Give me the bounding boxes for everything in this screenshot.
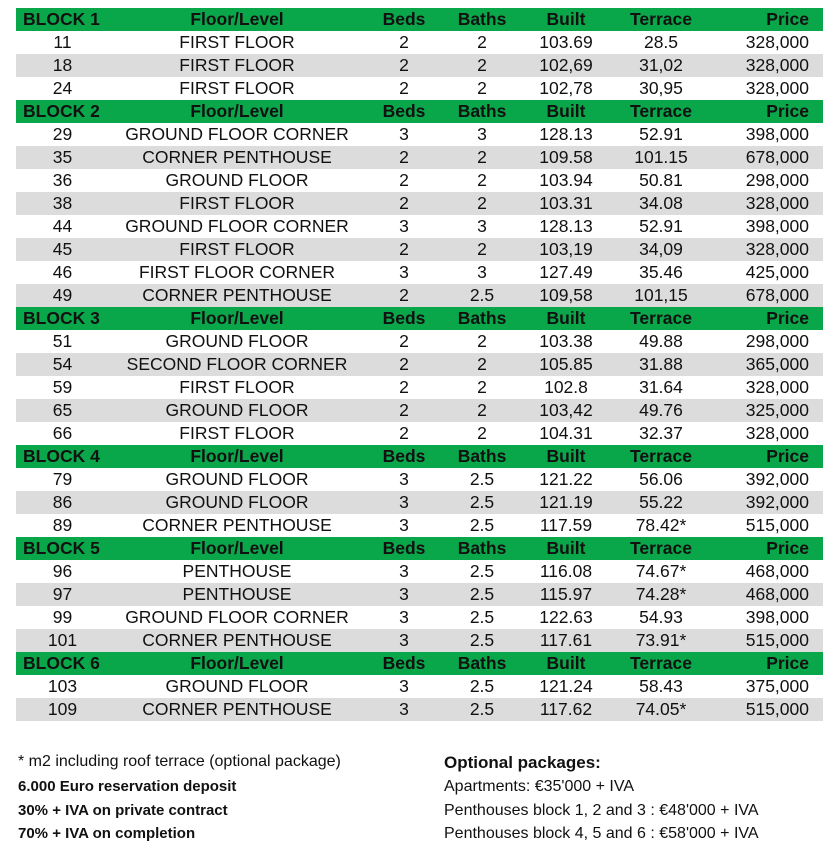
built-area-cell: 128.13 [539, 124, 593, 144]
price-cell: 325,000 [711, 399, 823, 422]
built-area-cell: 109,58 [521, 284, 611, 307]
table-row [16, 560, 823, 583]
beds-header: Beds [365, 100, 443, 123]
built-header: Built [521, 100, 611, 123]
table-row [16, 491, 823, 514]
terrace-area-cell: 49.76 [611, 399, 711, 422]
built-header: Built [521, 8, 611, 31]
floor-level-cell: CORNER PENTHOUSE [109, 284, 365, 307]
baths-cell: 3 [477, 124, 487, 144]
beds-header: Beds [365, 537, 443, 560]
floor-level-cell: FIRST FLOOR [179, 78, 295, 98]
table-row [16, 353, 823, 376]
baths-cell: 2.5 [443, 284, 521, 307]
completion-note: 70% + IVA on completion [18, 825, 196, 842]
unit-number-cell: 89 [52, 515, 73, 535]
beds-cell: 2 [399, 423, 409, 443]
unit-number-cell: 79 [52, 469, 73, 489]
baths-cell: 2.5 [469, 607, 495, 627]
price-cell: 328,000 [745, 423, 809, 443]
price-header: Price [711, 445, 823, 468]
floor-level-cell: FIRST FLOOR [179, 423, 295, 443]
floor-level-cell: GROUND FLOOR CORNER [125, 607, 349, 627]
baths-header: Baths [443, 445, 521, 468]
beds-cell: 3 [365, 698, 443, 721]
built-area-cell: 103.38 [539, 331, 593, 351]
baths-cell: 2.5 [443, 583, 521, 606]
built-area-cell: 105.85 [521, 353, 611, 376]
terrace-area-cell: 56.06 [639, 469, 683, 489]
unit-number-cell: 36 [52, 170, 73, 190]
baths-cell: 2.5 [443, 491, 521, 514]
built-area-cell: 117.59 [539, 515, 593, 535]
table-row [16, 330, 823, 353]
built-area-cell: 116.08 [539, 561, 593, 581]
block-header-row [16, 445, 823, 468]
table-row [16, 192, 823, 215]
beds-cell: 3 [399, 515, 409, 535]
price-cell: 365,000 [711, 353, 823, 376]
block-label: BLOCK 5 [16, 537, 109, 560]
baths-cell: 2.5 [443, 698, 521, 721]
price-cell: 515,000 [711, 629, 823, 652]
terrace-area-cell: 32.37 [639, 423, 683, 443]
beds-header: Beds [365, 445, 443, 468]
table-row [16, 675, 823, 698]
block-header-row [16, 8, 823, 31]
price-cell: 468,000 [745, 561, 809, 581]
table-row [16, 376, 823, 399]
price-cell: 678,000 [711, 284, 823, 307]
table-row [16, 54, 823, 77]
beds-header: Beds [365, 8, 443, 31]
package-penthouses-block-1-3: Penthouses block 1, 2 and 3 : €48'000 + IVA [444, 802, 759, 819]
price-cell: 515,000 [711, 698, 823, 721]
unit-number-cell: 18 [16, 54, 109, 77]
beds-cell: 3 [365, 629, 443, 652]
baths-cell: 2 [477, 377, 487, 397]
terrace-area-cell: 52.91 [639, 216, 683, 236]
price-cell: 328,000 [745, 377, 809, 397]
table-row [16, 698, 823, 721]
beds-cell: 2 [365, 146, 443, 169]
unit-number-cell: 51 [52, 331, 73, 351]
terrace-area-cell: 101,15 [611, 284, 711, 307]
price-cell: 392,000 [711, 491, 823, 514]
unit-number-cell: 44 [52, 216, 73, 236]
price-cell: 468,000 [711, 583, 823, 606]
price-cell: 392,000 [745, 469, 809, 489]
beds-cell: 3 [399, 124, 409, 144]
floor-level-cell: PENTHOUSE [109, 583, 365, 606]
terrace-area-cell: 31,02 [611, 54, 711, 77]
baths-cell: 2.5 [469, 676, 495, 696]
table-row [16, 629, 823, 652]
price-header: Price [711, 100, 823, 123]
terrace-header: Terrace [611, 652, 711, 675]
floor-level-cell: GROUND FLOOR [165, 676, 309, 696]
built-area-cell: 103.31 [521, 192, 611, 215]
block-label: BLOCK 2 [16, 100, 109, 123]
unit-number-cell: 29 [52, 124, 73, 144]
terrace-area-cell: 74.05* [611, 698, 711, 721]
terrace-area-cell: 74.67* [635, 561, 687, 581]
beds-cell: 3 [399, 561, 409, 581]
unit-number-cell: 97 [16, 583, 109, 606]
floor-level-cell: GROUND FLOOR [165, 170, 309, 190]
unit-number-cell: 54 [16, 353, 109, 376]
block-label: BLOCK 3 [16, 307, 109, 330]
block-label: BLOCK 6 [16, 652, 109, 675]
terrace-header: Terrace [611, 537, 711, 560]
baths-cell: 2 [443, 238, 521, 261]
baths-cell: 2 [443, 353, 521, 376]
beds-cell: 2 [365, 399, 443, 422]
price-cell: 328,000 [711, 54, 823, 77]
terrace-area-cell: 49.88 [639, 331, 683, 351]
baths-header: Baths [443, 537, 521, 560]
beds-cell: 3 [365, 491, 443, 514]
floor-level-header: Floor/Level [109, 652, 365, 675]
baths-header: Baths [443, 100, 521, 123]
price-cell: 328,000 [711, 238, 823, 261]
private-contract-note: 30% + IVA on private contract [18, 802, 228, 819]
price-cell: 298,000 [745, 331, 809, 351]
floor-level-cell: GROUND FLOOR CORNER [125, 124, 349, 144]
terrace-area-cell: 101.15 [611, 146, 711, 169]
table-row [16, 261, 823, 284]
built-area-cell: 102,69 [521, 54, 611, 77]
floor-level-cell: GROUND FLOOR [165, 469, 309, 489]
terrace-area-cell: 35.46 [639, 262, 683, 282]
block-label: BLOCK 1 [16, 8, 109, 31]
baths-cell: 2 [443, 399, 521, 422]
table-row [16, 284, 823, 307]
terrace-area-cell: 31.64 [639, 377, 683, 397]
beds-cell: 2 [365, 284, 443, 307]
baths-header: Baths [443, 8, 521, 31]
built-area-cell: 115.97 [521, 583, 611, 606]
unit-number-cell: 11 [53, 32, 72, 52]
baths-cell: 2 [477, 170, 487, 190]
floor-level-cell: CORNER PENTHOUSE [142, 515, 332, 535]
unit-number-cell: 65 [16, 399, 109, 422]
optional-packages-title: Optional packages: [444, 753, 601, 772]
beds-cell: 3 [399, 607, 409, 627]
price-cell: 328,000 [711, 192, 823, 215]
unit-number-cell: 49 [16, 284, 109, 307]
beds-cell: 2 [365, 192, 443, 215]
built-area-cell: 102.8 [544, 377, 588, 397]
beds-cell: 2 [365, 54, 443, 77]
baths-header: Baths [443, 652, 521, 675]
unit-number-cell: 96 [52, 561, 73, 581]
beds-cell: 2 [399, 78, 409, 98]
terrace-header: Terrace [611, 8, 711, 31]
beds-cell: 2 [399, 377, 409, 397]
built-area-cell: 109.58 [521, 146, 611, 169]
table-row [16, 31, 823, 54]
terrace-area-cell: 74.28* [611, 583, 711, 606]
baths-cell: 2.5 [469, 561, 495, 581]
table-row [16, 606, 823, 629]
built-header: Built [521, 445, 611, 468]
floor-level-cell: CORNER PENTHOUSE [109, 629, 365, 652]
built-area-cell: 117.62 [521, 698, 611, 721]
footer [16, 753, 823, 848]
terrace-area-cell: 73.91* [611, 629, 711, 652]
floor-level-cell: PENTHOUSE [182, 561, 292, 581]
terrace-area-cell: 50.81 [639, 170, 683, 190]
floor-level-cell: GROUND FLOOR [165, 331, 309, 351]
reservation-deposit-note: 6.000 Euro reservation deposit [18, 778, 237, 795]
unit-number-cell: 24 [52, 78, 73, 98]
built-area-cell: 121.19 [521, 491, 611, 514]
unit-number-cell: 59 [52, 377, 73, 397]
terrace-footnote: * m2 including roof terrace (optional package) [18, 753, 341, 770]
beds-cell: 3 [365, 583, 443, 606]
terrace-header: Terrace [611, 445, 711, 468]
beds-cell: 3 [399, 676, 409, 696]
baths-cell: 2.5 [469, 469, 495, 489]
baths-cell: 2 [443, 146, 521, 169]
price-cell: 398,000 [745, 124, 809, 144]
price-cell: 298,000 [745, 170, 809, 190]
floor-level-cell: CORNER PENTHOUSE [109, 146, 365, 169]
table-row [16, 123, 823, 146]
block-label: BLOCK 4 [16, 445, 109, 468]
terrace-area-cell: 34,09 [611, 238, 711, 261]
built-area-cell: 121.22 [539, 469, 593, 489]
table-row [16, 77, 823, 100]
terrace-header: Terrace [611, 100, 711, 123]
built-header: Built [521, 537, 611, 560]
unit-number-cell: 103 [47, 676, 78, 696]
price-cell: 425,000 [745, 262, 809, 282]
terrace-area-cell: 54.93 [639, 607, 683, 627]
block-header-row [16, 652, 823, 675]
table-row [16, 146, 823, 169]
floor-level-cell: FIRST FLOOR [109, 192, 365, 215]
floor-level-cell: FIRST FLOOR [109, 54, 365, 77]
beds-cell: 3 [399, 216, 409, 236]
table-row [16, 468, 823, 491]
beds-header: Beds [365, 652, 443, 675]
built-area-cell: 103,42 [521, 399, 611, 422]
floor-level-header: Floor/Level [109, 307, 365, 330]
floor-level-cell: FIRST FLOOR CORNER [138, 262, 336, 282]
built-area-cell: 103.69 [539, 32, 593, 52]
built-area-cell: 127.49 [539, 262, 593, 282]
price-cell: 398,000 [745, 607, 809, 627]
unit-number-cell: 109 [16, 698, 109, 721]
built-area-cell: 102,78 [539, 78, 593, 98]
beds-cell: 2 [365, 353, 443, 376]
beds-cell: 2 [399, 331, 409, 351]
baths-cell: 3 [477, 216, 487, 236]
unit-number-cell: 35 [16, 146, 109, 169]
floor-level-header: Floor/Level [109, 100, 365, 123]
floor-level-cell: GROUND FLOOR CORNER [125, 216, 349, 236]
beds-cell: 2 [399, 170, 409, 190]
built-header: Built [521, 307, 611, 330]
package-penthouses-block-4-6: Penthouses block 4, 5 and 6 : €58'000 + IVA [444, 825, 759, 842]
baths-cell: 3 [477, 262, 487, 282]
beds-cell: 2 [365, 238, 443, 261]
floor-level-header: Floor/Level [109, 537, 365, 560]
baths-cell: 2 [477, 78, 487, 98]
price-cell: 375,000 [745, 676, 809, 696]
baths-cell: 2 [477, 423, 487, 443]
baths-cell: 2 [477, 32, 487, 52]
floor-level-cell: GROUND FLOOR [109, 399, 365, 422]
beds-cell: 3 [399, 262, 409, 282]
floor-level-cell: FIRST FLOOR [179, 32, 295, 52]
unit-number-cell: 101 [16, 629, 109, 652]
beds-cell: 3 [399, 469, 409, 489]
unit-number-cell: 66 [52, 423, 73, 443]
unit-number-cell: 46 [52, 262, 73, 282]
table-row [16, 514, 823, 537]
built-area-cell: 103.94 [539, 170, 593, 190]
unit-number-cell: 45 [16, 238, 109, 261]
block-header-row [16, 537, 823, 560]
price-cell: 328,000 [745, 78, 809, 98]
floor-level-cell: SECOND FLOOR CORNER [109, 353, 365, 376]
terrace-area-cell: 78.42* [635, 515, 687, 535]
floor-level-cell: FIRST FLOOR [109, 238, 365, 261]
terrace-area-cell: 31.88 [611, 353, 711, 376]
built-header: Built [521, 652, 611, 675]
price-cell: 678,000 [711, 146, 823, 169]
baths-cell: 2 [477, 331, 487, 351]
baths-cell: 2.5 [443, 629, 521, 652]
baths-cell: 2 [443, 192, 521, 215]
table-row [16, 215, 823, 238]
built-area-cell: 117.61 [521, 629, 611, 652]
terrace-area-cell: 52.91 [639, 124, 683, 144]
unit-number-cell: 86 [16, 491, 109, 514]
terrace-area-cell: 28.5 [643, 32, 679, 52]
table-row [16, 399, 823, 422]
price-cell: 515,000 [745, 515, 809, 535]
table-row [16, 422, 823, 445]
package-apartments: Apartments: €35'000 + IVA [444, 778, 634, 795]
price-table-body [16, 8, 823, 721]
terrace-area-cell: 30,95 [639, 78, 683, 98]
price-header: Price [711, 537, 823, 560]
beds-cell: 2 [399, 32, 409, 52]
baths-cell: 2 [443, 54, 521, 77]
unit-number-cell: 38 [16, 192, 109, 215]
floor-level-header: Floor/Level [109, 8, 365, 31]
built-area-cell: 122.63 [539, 607, 593, 627]
baths-cell: 2.5 [469, 515, 495, 535]
price-cell: 328,000 [745, 32, 809, 52]
beds-header: Beds [365, 307, 443, 330]
price-table [16, 8, 823, 721]
floor-level-header: Floor/Level [109, 445, 365, 468]
built-area-cell: 104.31 [539, 423, 593, 443]
price-header: Price [711, 652, 823, 675]
terrace-header: Terrace [611, 307, 711, 330]
table-row [16, 169, 823, 192]
built-area-cell: 103,19 [521, 238, 611, 261]
floor-level-cell: GROUND FLOOR [109, 491, 365, 514]
block-header-row [16, 307, 823, 330]
floor-level-cell: FIRST FLOOR [179, 377, 295, 397]
terrace-area-cell: 55.22 [611, 491, 711, 514]
terrace-area-cell: 34.08 [611, 192, 711, 215]
baths-header: Baths [443, 307, 521, 330]
price-header: Price [711, 8, 823, 31]
block-header-row [16, 100, 823, 123]
terrace-area-cell: 58.43 [639, 676, 683, 696]
table-row [16, 238, 823, 261]
unit-number-cell: 99 [52, 607, 73, 627]
price-header: Price [711, 307, 823, 330]
built-area-cell: 121.24 [539, 676, 593, 696]
table-row [16, 583, 823, 606]
built-area-cell: 128.13 [539, 216, 593, 236]
floor-level-cell: CORNER PENTHOUSE [109, 698, 365, 721]
price-cell: 398,000 [745, 216, 809, 236]
